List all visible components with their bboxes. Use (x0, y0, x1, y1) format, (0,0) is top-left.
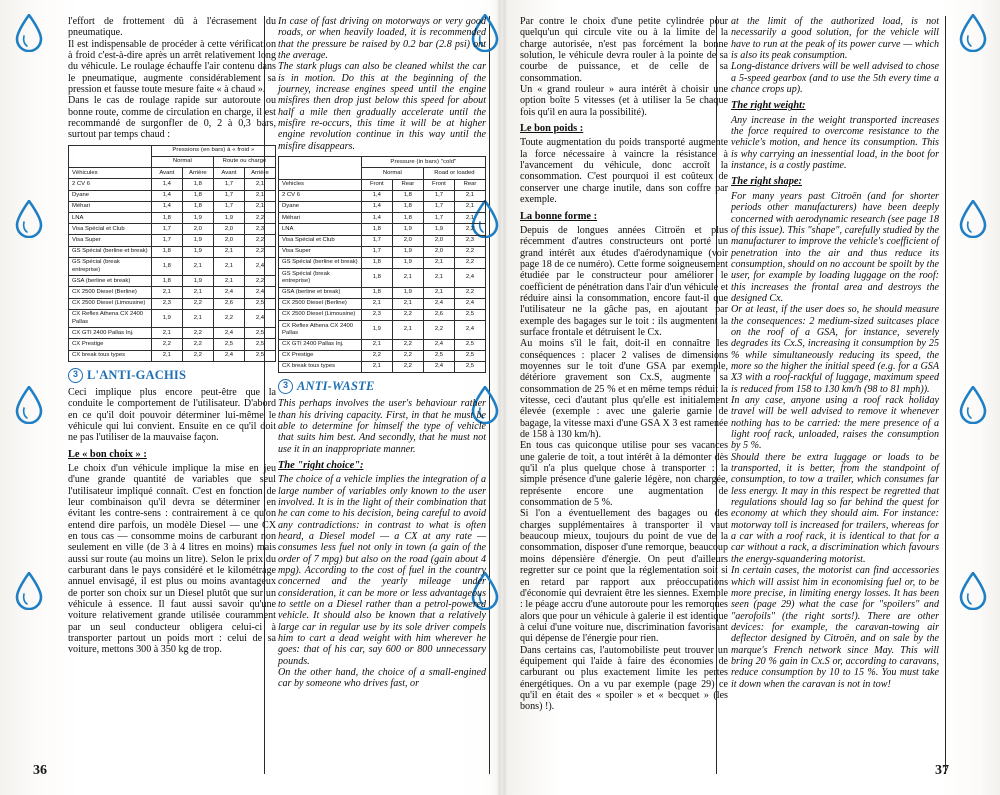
table-cell-pressure: 1,4 (151, 179, 182, 190)
table-cell-pressure: 2,1 (182, 287, 213, 298)
table-header-loaded: Road or loaded (423, 168, 485, 179)
page-number-right: 37 (935, 763, 949, 778)
table-cell-pressure: 2,0 (423, 235, 454, 246)
table-cell-pressure: 2,2 (454, 246, 485, 257)
paragraph: at the limit of the authorized load, is not necessarily a good solution, for the vehicle will have to run at the peak of its power curve — which is also its peak consumption. (731, 16, 939, 62)
paragraph: Au moins s'il le fait, doit-il en connaître les conséquences : placer 2 valises de dimensions moyennes sur le toit d'une GSA par exemple, détériore gravement son Cx.S, augmente sa consommation de 25 % et en même temps réduit la vitesse, ceci d'autant plus qu'elle est initialement élevée (exemple : avec une galerie garnie de bagage, la vitesse maxi d'une GSA X 3 est ramenée de 158 à 130 km/h). (520, 338, 728, 441)
table-cell-pressure: 2,2 (244, 235, 275, 246)
table-row (279, 287, 486, 298)
table-cell-pressure: 2,2 (454, 287, 485, 298)
table-header-front-loaded: Avant (213, 168, 244, 179)
table-cell-pressure: 1,8 (392, 213, 423, 224)
paragraph: Depuis de longues années Citroën et plus récemment d'autres constructeurs ont porté un grand intérêt aux études d'aérodynamique (voir page 18 de ce numéro). Cette forme soigneusement étudiée par le constructeur pour améliorer le coefficient de pénétration dans l'air d'un véhicule et réduire ainsi la consommation, encore faut-il que l'utilisateur ne la gâche pas, en ajoutant par exemple des bagages sur le toit : ils augmentent la surface frontale et détruisent le Cx. (520, 224, 728, 338)
table-cell-pressure: 2,5 (454, 350, 485, 361)
table-cell-pressure: 2,0 (423, 246, 454, 257)
table-cell-pressure: 2,0 (182, 224, 213, 235)
table-cell-vehicle: Visa Super (279, 246, 362, 257)
table-cell-pressure: 1,4 (361, 201, 392, 212)
table-cell-pressure: 1,8 (182, 190, 213, 201)
table-cell-pressure: 1,8 (392, 201, 423, 212)
table-cell-pressure: 1,8 (151, 246, 182, 257)
table-cell-pressure: 2,1 (454, 190, 485, 201)
table-cell-pressure: 2,1 (454, 201, 485, 212)
table-cell-pressure: 2,2 (392, 309, 423, 320)
table-row (279, 224, 486, 235)
table-header-loaded: Route ou chargé (213, 156, 275, 167)
tyre-pressure-table-french (68, 145, 276, 362)
table-cell-pressure: 2,1 (361, 361, 392, 372)
table-cell-pressure: 2,1 (182, 309, 213, 327)
water-droplet-icon (958, 200, 988, 238)
table-row (69, 350, 276, 361)
table-cell-vehicle: 2 CV 6 (279, 190, 362, 201)
table-header-front-normal: Front (361, 179, 392, 190)
paragraph: For many years past Citroën (and for shorter periods other manufacturers) have been deeply concerned with aerodynamic research (see page 18 of this issue). This "shape", carefully studied by the manufacturer to improve the vehicle's coefficient of penetration into the air and thus reduce its consumption, should on no account be spoilt by the user, for example by loading luggage on the roof: this increases the frontal area and destroys the designed Cx. (731, 190, 939, 304)
table-cell-pressure: 2,1 (392, 298, 423, 309)
water-droplet-icon (14, 572, 44, 610)
table-cell-pressure: 2,4 (423, 298, 454, 309)
table-cell-pressure: 1,4 (151, 190, 182, 201)
table-cell-vehicle: 2 CV 6 (69, 179, 152, 190)
table-cell-pressure: 1,9 (392, 287, 423, 298)
table-header-pressure: Pressions (en bars) à « froid » (151, 145, 275, 156)
table-cell-pressure: 2,2 (182, 328, 213, 339)
table-cell-pressure: 2,4 (213, 328, 244, 339)
table-cell-vehicle: CX Prestige (69, 339, 152, 350)
column-french-right (520, 16, 728, 713)
table-cell-vehicle: CX GTI 2400 Pallas Inj. (69, 328, 152, 339)
paragraph: Par contre le choix d'une petite cylindrée pour quelqu'un qui circule vite ou à la limite de la charge autorisée, n'est pas forcément la bonne solution, le véhicule devra rouler à la pointe de sa courbe de puissance, et de celle de sa consommation. (520, 16, 728, 84)
table-cell-vehicle: GS Spécial (berline et break) (69, 246, 152, 257)
table-cell-pressure: 1,9 (392, 246, 423, 257)
table-cell-vehicle: GSA (berline et break) (69, 276, 152, 287)
paragraph: This perhaps involves the user's behaviour rather than his driving capacity. First, in that he must be able to determine for himself the type of vehicle that suits him best. And secondly, that he must not use it in an inappropriate manner. (278, 398, 486, 455)
table-cell-pressure: 2,2 (361, 350, 392, 361)
table-cell-vehicle: Dyane (279, 201, 362, 212)
water-droplet-icon (958, 572, 988, 610)
table-row (69, 309, 276, 327)
table-cell-pressure: 2,4 (454, 321, 485, 339)
table-cell-pressure: 2,1 (213, 257, 244, 275)
paragraph: Any increase in the weight transported increases the force required to overcome resistance to the vehicle's motion, and hence its consumption. This is why carrying an inessential load, in the boot for instance, is a costly pastime. (731, 114, 939, 172)
table-cell-pressure: 2,4 (244, 287, 275, 298)
table-cell-vehicle: CX Reflex Athena CX 2400 Pallas (279, 321, 362, 339)
paragraph: The stark plugs can also be cleaned whilst the car is in motion. Do this at the beginning of the journey, increase engines speed until the engine misfires then drop just below this speed for about half a mile then gradually accelerate until the misfire re-occurs, this time it will be at higher engine revolution continue in this way until the misfire disappears. (278, 61, 486, 152)
paragraph: Ceci implique plus encore peut-être que la conduite le comportement de l'utilisateur. D'abord en ce qu'il doit pouvoir déterminer lui-même le véhicule qui lui convient. Ensuite en ce qu'il doit ne pas l'utiliser de la mauvaise façon. (68, 386, 276, 444)
table-cell-pressure: 1,7 (213, 201, 244, 212)
table-row (69, 224, 276, 235)
table-cell-pressure: 2,2 (182, 339, 213, 350)
table-cell-pressure: 2,1 (213, 246, 244, 257)
page-number-left: 36 (33, 763, 47, 778)
table-cell-pressure: 2,5 (454, 309, 485, 320)
table-header-rear-loaded: Arrière (244, 168, 275, 179)
table-row (69, 246, 276, 257)
table-cell-pressure: 2,4 (454, 269, 485, 287)
table-cell-pressure: 2,4 (244, 309, 275, 327)
table-cell-pressure: 2,1 (423, 257, 454, 268)
table-row (69, 213, 276, 224)
table-header-normal: Normal (151, 156, 213, 167)
subheading-bonne-forme: La bonne forme : (520, 210, 598, 222)
table-cell-pressure: 2,1 (361, 339, 392, 350)
table-cell-vehicle: CX 2500 Diesel (Berline) (279, 298, 362, 309)
table-row (69, 235, 276, 246)
table-cell-pressure: 1,8 (361, 257, 392, 268)
table-cell-pressure: 2,4 (423, 339, 454, 350)
paragraph: On the other hand, the choice of a small-engined car by someone who drives fast, or (278, 667, 486, 690)
table-cell-pressure: 1,7 (361, 246, 392, 257)
table-cell-pressure: 1,7 (423, 201, 454, 212)
table-cell-pressure: 1,9 (392, 257, 423, 268)
table-cell-vehicle: CX 2500 Diesel (Limousine) (279, 309, 362, 320)
table-cell-pressure: 2,2 (392, 350, 423, 361)
table-cell-pressure: 2,5 (244, 339, 275, 350)
table-cell-vehicle: GS Spécial (berline et break) (279, 257, 362, 268)
table-cell-vehicle: CX GTI 2400 Pallas Inj. (279, 339, 362, 350)
table-header-vehicles: Véhicules (69, 168, 152, 179)
table-cell-pressure: 2,1 (213, 276, 244, 287)
table-cell-pressure: 2,1 (392, 269, 423, 287)
paragraph: Si l'on a éventuellement des bagages ou des charges supplémentaires à transporter il vaut beaucoup mieux, toujours du point de vue de la consommation, disposer d'une remorque, beaucoup moins dépensière d'énergie. On peut d'ailleurs regretter sur ce point que la réglementation soit si en retard par rapport aux préoccupations d'économie qui devraient être les siennes. Exemple : le péage accru d'une autoroute pour les remorques alors que pour un véhicule à galerie il est identique à celui d'une voiture nue, discrimination favorisant qui dépense de l'énergie pour rien. (520, 508, 728, 645)
table-cell-pressure: 2,1 (182, 257, 213, 275)
paragraph: In certain cases, the motorist can find accessories which will assist him in economising fuel or, to be more precise, in limiting energy losses. It has been seen (page 29) what the case for "spoilers" and "aerofoils" (the right sorts!). There are other devices: for example, the caravan-towing air deflector designed by Citroën, and on sale by the marque's French network since May. This will bring 20 % gain in Cx.S or, according to caravans, reduce consumption by 10 to 15 %. You must take it down when the caravan is not in tow! (731, 565, 939, 690)
table-cell-pressure: 2,2 (244, 276, 275, 287)
table-row (279, 321, 486, 339)
table-row (279, 361, 486, 372)
table-cell-vehicle: LNA (69, 213, 152, 224)
table-cell-pressure: 2,4 (454, 298, 485, 309)
table-row (69, 179, 276, 190)
tyre-pressure-table-english (278, 156, 486, 373)
water-droplet-icon (14, 200, 44, 238)
table-cell-pressure: 2,6 (423, 309, 454, 320)
table-cell-pressure: 2,5 (244, 350, 275, 361)
table-header-pressure: Pressure (in bars) "cold" (361, 157, 485, 168)
paragraph: Should there be extra luggage or loads to be transported, it is better, from the standpoint of consumption, to tow a trailer, which consumes far less energy. It may in this respect be regretted that regulations should lag so far behind the quest for economy at which they should aim. For instance: motorway toll is increased for trailers, whereas for a car with a roof rack, it is identical to that for a car without a rack, a discrimination which favours the energy-squandering motorist. (731, 451, 939, 565)
table-cell-pressure: 2,3 (151, 298, 182, 309)
table-cell-pressure: 1,9 (392, 224, 423, 235)
table-header-rear-normal: Rear (392, 179, 423, 190)
table-row (69, 328, 276, 339)
table-cell-pressure: 2,1 (423, 287, 454, 298)
table-cell-pressure: 1,9 (182, 213, 213, 224)
column-english-left (278, 16, 486, 690)
paragraph: Un « grand rouleur » aura intérêt à choisir une option boîte 5 vitesses (et à utiliser la 5e chaque fois qu'il en aura la possibilité). (520, 84, 728, 118)
table-cell-pressure: 2,1 (392, 321, 423, 339)
table-cell-pressure: 2,5 (454, 339, 485, 350)
subheading-bon-choix: Le « bon choix » : (68, 448, 147, 460)
table-cell-pressure: 1,7 (151, 235, 182, 246)
table-cell-pressure: 1,8 (392, 190, 423, 201)
table-header-rear-loaded: Rear (454, 179, 485, 190)
table-cell-vehicle: Méhari (69, 201, 152, 212)
section-heading-anti-gachis (68, 368, 276, 383)
table-cell-pressure: 2,1 (244, 201, 275, 212)
table-row (69, 287, 276, 298)
table-cell-pressure: 2,1 (151, 350, 182, 361)
table-row (279, 246, 486, 257)
table-cell-pressure: 2,2 (454, 224, 485, 235)
table-cell-vehicle: CX break tous types (279, 361, 362, 372)
paragraph: En tous cas quiconque utilise pour ses vacances une galerie de toit, a tout intérêt à la démonter dès qu'il n'a plus quelque chose à transporter : la simple présence d'une galerie légère, non chargée, représente encore une augmentation de consommation de 5 %. (520, 440, 728, 509)
table-cell-vehicle: Méhari (279, 213, 362, 224)
table-cell-pressure: 2,0 (213, 224, 244, 235)
table-cell-pressure: 1,7 (213, 190, 244, 201)
table-row (69, 276, 276, 287)
table-cell-pressure: 2,5 (244, 328, 275, 339)
table-row (69, 201, 276, 212)
table-cell-pressure: 2,2 (244, 213, 275, 224)
table-header-front-normal: Avant (151, 168, 182, 179)
table-cell-pressure: 1,4 (151, 201, 182, 212)
section-heading-anti-waste (278, 379, 486, 394)
section-title: ANTI-WASTE (297, 379, 375, 394)
table-cell-pressure: 2,2 (182, 350, 213, 361)
table-cell-pressure: 2,6 (213, 298, 244, 309)
paragraph: The choice of a vehicle implies the integration of a large number of variables only known to the user involved. It is in the light of their combination that he can come to his decision, being careful to avoid any contradictions: in contrast to what is often heard, a Diesel model — a CX at any rate — consumes less fuel not only in town (a gain of the order of 7 mpg) but also on the road (gain about 4 mpg). According to the cost of fuel in the country concerned and the yearly mileage under consideration, it can be more or less advantageous to settle on a Diesel rather than a petrol-powered vehicle. It should also be known that a relatively large car in regular use by its sole driver compels him to cart a dead weight with him wherever he goes: that of his car, say 600 or 800 unnecessary pounds. (278, 474, 486, 667)
table-cell-pressure: 2,2 (392, 339, 423, 350)
table-cell-pressure: 2,1 (244, 179, 275, 190)
table-cell-pressure: 2,2 (392, 361, 423, 372)
table-cell-pressure: 1,7 (423, 190, 454, 201)
table-cell-pressure: 2,2 (423, 321, 454, 339)
table-cell-pressure: 1,4 (361, 190, 392, 201)
table-row (279, 350, 486, 361)
table-row (279, 257, 486, 268)
table-cell-pressure: 1,7 (213, 179, 244, 190)
table-cell-vehicle: GS Spécial (break entreprise) (69, 257, 152, 275)
table-cell-vehicle: LNA (279, 224, 362, 235)
table-cell-pressure: 1,8 (361, 287, 392, 298)
table-header-front-loaded: Front (423, 179, 454, 190)
column-english-right (731, 16, 939, 690)
water-droplet-icon (958, 386, 988, 424)
section-title: L'ANTI-GACHIS (87, 367, 187, 382)
table-cell-pressure: 2,1 (151, 287, 182, 298)
column-french-left (68, 16, 276, 656)
table-cell-pressure: 2,0 (392, 235, 423, 246)
table-cell-pressure: 2,3 (454, 235, 485, 246)
subheading-right-weight: The right weight: (731, 100, 806, 112)
table-cell-vehicle: GSA (berline et break) (279, 287, 362, 298)
table-cell-pressure: 1,7 (151, 224, 182, 235)
subheading-right-shape: The right shape: (731, 176, 803, 188)
table-row (69, 257, 276, 275)
table-cell-pressure: 2,4 (213, 287, 244, 298)
table-cell-vehicle: GS Spécial (break entreprise) (279, 269, 362, 287)
table-cell-vehicle: CX break tous types (69, 350, 152, 361)
table-cell-pressure: 2,4 (213, 350, 244, 361)
table-cell-vehicle: CX Reflex Athena CX 2400 Pallas (69, 309, 152, 327)
table-cell-pressure: 1,4 (361, 213, 392, 224)
table-cell-pressure: 2,1 (454, 213, 485, 224)
table-cell-pressure: 2,5 (244, 298, 275, 309)
table-cell-pressure: 2,3 (361, 309, 392, 320)
table-cell-pressure: 2,2 (244, 246, 275, 257)
paragraph: Dans certains cas, l'automobiliste peut trouver un équipement qui l'aide à faire des économies de carburant ou plus exactement limite les pertes énergétiques. On a vu par exemple (page 29) ce qu'il en était des « spoiler » et « becquet » (les bons) !). (520, 644, 728, 713)
table-cell-vehicle: Visa Spécial et Club (279, 235, 362, 246)
table-cell-vehicle: CX Prestige (279, 350, 362, 361)
table-header-rear-normal: Arrière (182, 168, 213, 179)
table-cell-pressure: 1,8 (151, 257, 182, 275)
table-cell-pressure: 2,1 (361, 298, 392, 309)
table-cell-pressure: 1,9 (182, 276, 213, 287)
table-cell-pressure: 2,4 (244, 257, 275, 275)
table-row (279, 298, 486, 309)
table-cell-pressure: 2,0 (213, 235, 244, 246)
table-cell-pressure: 2,2 (151, 339, 182, 350)
water-droplet-icon (14, 14, 44, 52)
table-row (69, 298, 276, 309)
table-cell-pressure: 2,5 (454, 361, 485, 372)
table-cell-vehicle: CX 2500 Diesel (Berline) (69, 287, 152, 298)
table-cell-pressure: 1,8 (361, 269, 392, 287)
table-cell-pressure: 2,3 (244, 224, 275, 235)
water-droplet-icon (14, 386, 44, 424)
table-cell-pressure: 1,8 (151, 276, 182, 287)
paragraph: Long-distance drivers will be well advised to chose a 5-speed gearbox (and to use the 5th every time a chance crops up). (731, 61, 939, 96)
table-cell-pressure: 1,8 (151, 213, 182, 224)
paragraph: Or at least, if the user does so, he should measure the consequences: 2 medium-sized suitcases place on the roof of a GSA, for instance, severely degrades its Cx.S, increasing it consumption by 25 % while simultaneously reducing its speed, the more so the higher the initial speed (e.g. for a GSA X3 with a roof-rackful of luggage, maximum speed is reduced from 158 to 130 km/h (98 to 81 mph)). (731, 304, 939, 395)
table-cell-vehicle: CX 2500 Diesel (Limousine) (69, 298, 152, 309)
table-cell-pressure: 1,9 (151, 309, 182, 327)
table-body (69, 179, 276, 361)
paragraph: Le choix d'un véhicule implique la mise en jeu d'une grande quantité de variables que seul l'utilisateur impliqué connaît. C'est en fonction de leur combinaison qu'il devra se déterminer en évitant les contre-sens : contrairement à ce qu'on entend dire parfois, un modèle Diesel — une CX en tous cas — consomme moins de carburant non seulement en ville (de 3 à 4 litres en moins) mais aussi sur route (au moins un litre). Selon le prix du carburant dans le pays considéré et le kilométrage annuel envisagé, il est plus ou moins avantageux de porter son choix sur un Diesel plutôt que sur un véhicule à essence. Il faut aussi savoir qu'une voiture relativement grande utilisée couramment par un seul conducteur obligera celui-ci à transporter partout un poids mort : celui de sa voiture, mettons 300 à 350 kg de trop. (68, 462, 276, 656)
table-row (69, 190, 276, 201)
table-row (279, 269, 486, 287)
table-cell-pressure: 1,9 (182, 235, 213, 246)
column-rule (945, 16, 946, 774)
paragraph: In any case, anyone using a roof rack holiday travel will be well advised to remove it whenever nothing has to be carried: the mere presence of a light roof rack, unloaded, raises the consumption by 5 %. (731, 395, 939, 452)
table-cell-pressure: 1,8 (361, 224, 392, 235)
table-cell-pressure: 2,5 (423, 350, 454, 361)
table-header-vehicles: Vehicles (279, 179, 362, 190)
table-cell-pressure: 1,9 (182, 246, 213, 257)
paragraph: Il est indispensable de procéder à cette vérification à froid c'est-à-dire après un arrêt relativement long du véhicule. Le roulage échauffe l'air contenu dans le pneumatique, augmente considérablement sa pression et fausse toute mesure faite « à chaud ». (68, 38, 276, 96)
table-cell-pressure: 1,7 (361, 235, 392, 246)
table-cell-pressure: 1,9 (361, 321, 392, 339)
paragraph: Dans le cas de roulage rapide sur autoroute ou bonne route, comme de circulation en charge, il est recommandé de surgonfler de 0, 2 à 0,3 bars, surtout par temps chaud : (68, 95, 276, 141)
table-row (279, 201, 486, 212)
table-row (279, 309, 486, 320)
table-cell-pressure: 2,1 (151, 328, 182, 339)
paragraph: Toute augmentation du poids transporté augmente la force nécessaire à vaincre la résistance à l'avancement du véhicule, donc accroît la consommation. C'est pourquoi il est coûteux de conserver une charge inutile, dans son coffre par exemple. (520, 137, 728, 206)
table-cell-pressure: 1,8 (182, 179, 213, 190)
water-droplet-icon (958, 14, 988, 52)
table-cell-vehicle: Visa Spécial et Club (69, 224, 152, 235)
table-row (69, 339, 276, 350)
table-row (279, 339, 486, 350)
section-number-badge: 3 (278, 379, 293, 394)
table-body (279, 190, 486, 372)
table-cell-pressure: 2,2 (182, 298, 213, 309)
paragraph: In case of fast driving on motorways or very good roads, or when heavily loaded, it is recommended that the pressure be raised by 0.2 bar (2.8 psi) ont the average. (278, 16, 486, 62)
table-row (279, 235, 486, 246)
table-cell-pressure: 1,9 (213, 213, 244, 224)
table-header-normal: Normal (361, 168, 423, 179)
paragraph: l'effort de frottement dû à l'écrasement du pneumatique. (68, 16, 276, 39)
table-cell-pressure: 2,1 (244, 190, 275, 201)
table-cell-pressure: 2,5 (213, 339, 244, 350)
table-cell-pressure: 1,9 (423, 224, 454, 235)
section-number-badge: 3 (68, 368, 83, 383)
table-cell-pressure: 1,8 (182, 201, 213, 212)
table-cell-pressure: 2,1 (423, 269, 454, 287)
table-cell-pressure: 2,2 (213, 309, 244, 327)
table-cell-vehicle: Dyane (69, 190, 152, 201)
subheading-bon-poids: Le bon poids : (520, 123, 584, 135)
subheading-right-choice: The "right choice": (278, 459, 364, 471)
table-row (279, 213, 486, 224)
table-row (279, 190, 486, 201)
table-cell-pressure: 1,7 (423, 213, 454, 224)
table-cell-pressure: 2,2 (454, 257, 485, 268)
table-cell-vehicle: Visa Super (69, 235, 152, 246)
table-cell-pressure: 2,4 (423, 361, 454, 372)
